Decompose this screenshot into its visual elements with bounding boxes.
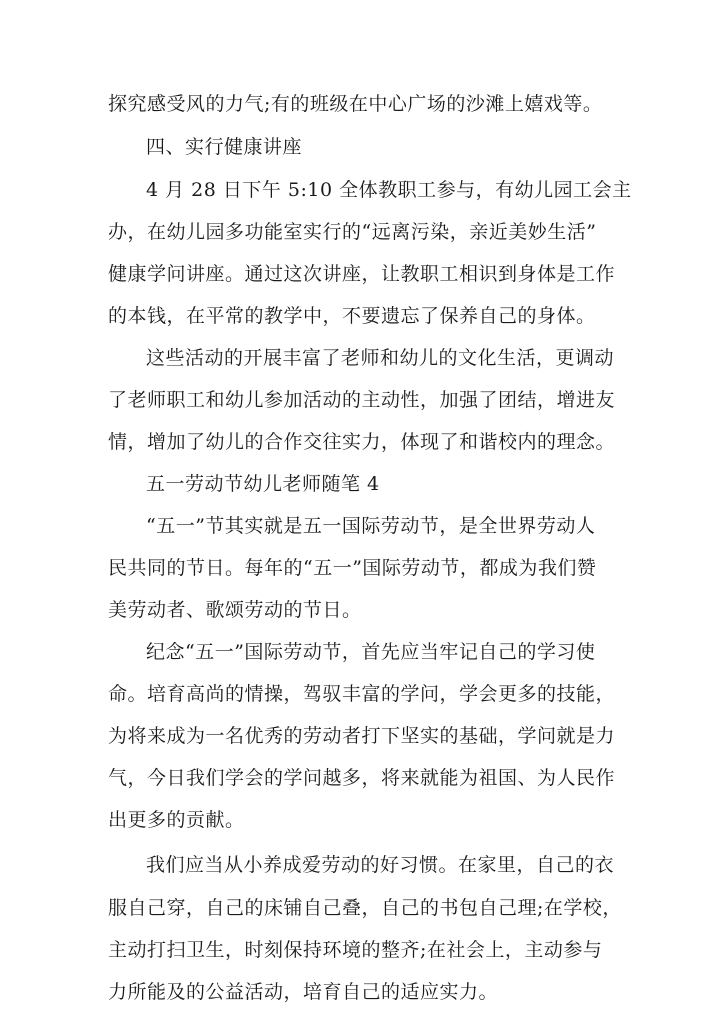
text-line: 气，今日我们学会的学问越多，将来就能为祖国、为人民作 <box>108 767 616 789</box>
text-line: 为将来成为一名优秀的劳动者打下坚实的基础，学问就是力 <box>108 725 616 747</box>
text-line: 美劳动者、歌颂劳动的节日。 <box>108 599 362 621</box>
text-line: 纪念“五一”国际劳动节，首先应当牢记自己的学习使 <box>146 641 596 663</box>
text-line: 命。培育高尚的情操，驾驭丰富的学问，学会更多的技能， <box>108 683 616 705</box>
text-line: 健康学问讲座。通过这次讲座，让教职工相识到身体是工作 <box>108 263 616 285</box>
text-line: “五一”节其实就是五一国际劳动节，是全世界劳动人 <box>146 515 596 537</box>
text-line: 主动打扫卫生，时刻保持环境的整齐;在社会上，主动参与 <box>108 939 603 961</box>
text-line: 力所能及的公益活动，培育自己的适应实力。 <box>108 981 499 1003</box>
text-line: 4 月 28 日下午 5:10 全体教职工参与，有幼儿园工会主 <box>146 179 632 201</box>
text-line: 民共同的节日。每年的“五一”国际劳动节，都成为我们赞 <box>108 557 597 579</box>
text-line: 了老师职工和幼儿参加活动的主动性，加强了团结，增进友 <box>108 389 616 411</box>
text-line: 情，增加了幼儿的合作交往实力，体现了和谐校内的理念。 <box>108 431 616 453</box>
text-line: 出更多的贡献。 <box>108 809 245 831</box>
section-heading: 四、实行健康讲座 <box>146 136 303 158</box>
text-line: 的本钱，在平常的教学中，不要遗忘了保养自己的身体。 <box>108 305 596 327</box>
text-line: 办，在幼儿园多功能室实行的“远离污染，亲近美妙生活” <box>108 221 597 243</box>
text-line: 这些活动的开展丰富了老师和幼儿的文化生活，更调动 <box>146 347 615 369</box>
text-line: 服自己穿，自己的床铺自己叠，自己的书包自己理;在学校， <box>108 897 622 919</box>
text-line: 我们应当从小养成爱劳动的好习惯。在家里，自己的衣 <box>146 854 615 876</box>
text-line: 探究感受风的力气;有的班级在中心广场的沙滩上嬉戏等。 <box>108 93 603 115</box>
section-heading: 五一劳动节幼儿老师随笔 4 <box>146 473 380 495</box>
